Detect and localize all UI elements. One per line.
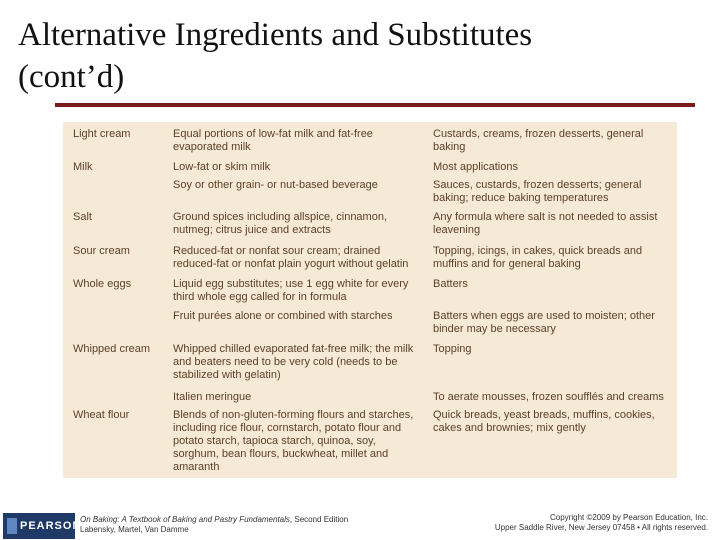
application-cell: Any formula where salt is not needed to assist leavening (433, 211, 658, 236)
book-authors: Labensky, Martel, Van Damme (80, 525, 189, 534)
ingredient-cell: Sour cream (73, 245, 130, 257)
substitute-cell: Italien meringue (173, 391, 252, 403)
application-cell: Sauces, custards, frozen desserts; general baking; reduce baking temperatures (433, 179, 642, 204)
slide-footer (0, 508, 720, 540)
copyright-line1: Copyright ©2009 by Pearson Education, Inc. (550, 513, 708, 522)
ingredient-cell: Whipped cream (73, 343, 151, 355)
substitutes-table (63, 122, 677, 478)
substitute-cell: Soy or other grain- or nut-based beverage (173, 179, 378, 191)
substitute-cell: Equal portions of low-fat milk and fat-free evaporated milk (173, 128, 373, 153)
substitute-cell: Blends of non-gluten-forming flours and starches, including rice flour, cornstarch, potato flour and potato starch, tapioca starch, quinoa, soy, sorghum, bean flours, buckwheat, millet and amaranth (173, 409, 414, 473)
ingredient-cell: Wheat flour (73, 409, 130, 421)
ingredient-cell: Whole eggs (73, 278, 132, 290)
application-cell: Quick breads, yeast breads, muffins, cookies, cakes and brownies; mix gently (433, 409, 655, 434)
substitute-cell: Ground spices including allspice, cinnamon, nutmeg; citrus juice and extracts (173, 211, 388, 236)
substitute-cell: Fruit purées alone or combined with starches (173, 310, 393, 322)
pearson-logo (3, 513, 82, 539)
pearson-mark-icon (7, 518, 17, 534)
application-cell: Topping, icings, in cakes, quick breads and muffins and for general baking (433, 245, 643, 270)
slide-title (18, 14, 708, 98)
slide-title-line1: Alternative Ingredients and Substitutes (18, 17, 533, 53)
substitute-cell: Reduced-fat or nonfat sour cream; drained reduced-fat or nonfat plain yogurt without gelatin (173, 245, 409, 270)
application-cell: Most applications (433, 161, 518, 173)
pearson-logo-text: PEARSON (20, 520, 82, 532)
copyright-notice (495, 513, 708, 533)
substitute-cell: Whipped chilled evaporated fat-free milk; the milk and beaters need to be very cold (needs to be stabilized with gelatin) (173, 343, 414, 381)
copyright-line2: Upper Saddle River, New Jersey 07458 • All rights reserved. (494, 523, 708, 532)
application-cell: To aerate mousses, frozen soufflés and creams (433, 391, 664, 403)
book-citation (80, 515, 348, 535)
ingredient-cell: Salt (73, 211, 92, 223)
application-cell: Batters when eggs are used to moisten; other binder may be necessary (433, 310, 655, 335)
slide-title-line2: (cont’d) (18, 59, 125, 95)
book-edition: , Second Edition (289, 515, 349, 524)
substitute-cell: Low-fat or skim milk (173, 161, 271, 173)
substitute-cell: Liquid egg substitutes; use 1 egg white for every third whole egg called for in formula (173, 278, 409, 303)
application-cell: Topping (433, 343, 472, 355)
book-title: On Baking: A Textbook of Baking and Pastry Fundamentals (80, 515, 290, 524)
application-cell: Custards, creams, frozen desserts, general baking (433, 128, 644, 153)
ingredient-cell: Light cream (73, 128, 131, 140)
application-cell: Batters (433, 278, 468, 290)
title-underline (55, 103, 695, 107)
ingredient-cell: Milk (73, 161, 93, 173)
